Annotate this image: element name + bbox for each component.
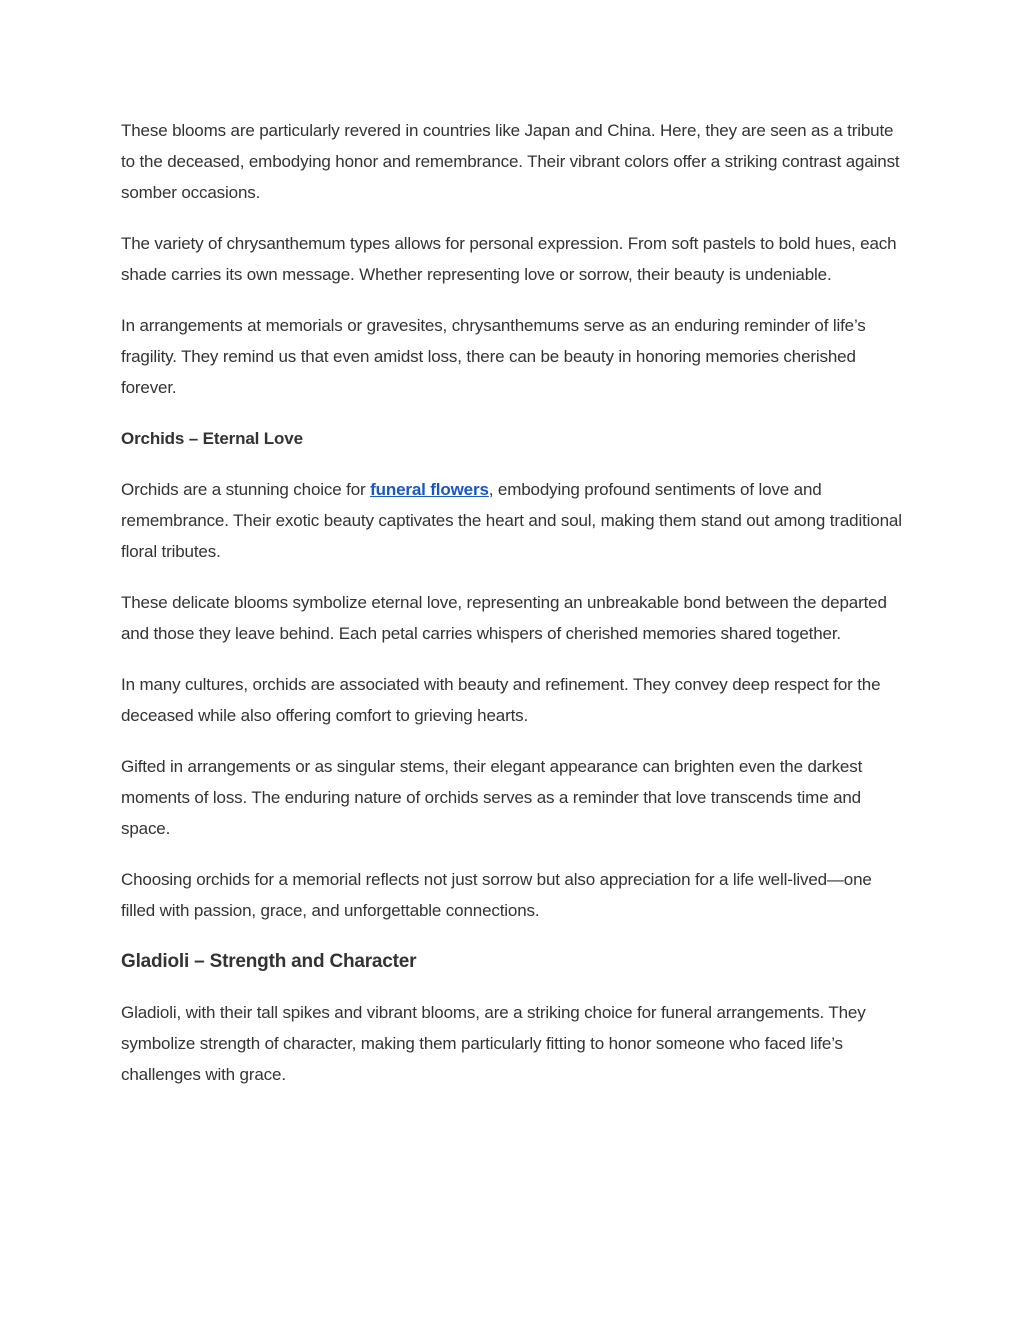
paragraph-orchids-cultures: In many cultures, orchids are associated with beauty and refinement. They convey deep respect for the deceased while also offering comfort to grieving hearts. (121, 675, 881, 725)
paragraph-orchids-eternal-love: These delicate blooms symbolize eternal love, representing an unbreakable bond between the departed and those they leave behind. Each petal carries whispers of cherished memories shared together. (121, 593, 887, 643)
document-body (121, 115, 906, 1110)
funeral-flowers-link[interactable]: funeral flowers (370, 480, 489, 499)
paragraph-orchids-choosing: Choosing orchids for a memorial reflects not just sorrow but also appreciation for a life well-lived—one filled with passion, grace, and unforgettable connections. (121, 870, 872, 920)
orchids-intro-text-end: , embodying profound sentiments of love and remembrance. Their exotic beauty captivates the heart and soul, making them stand out among traditional floral tributes. (121, 480, 902, 561)
orchids-intro-text-start: Orchids are a stunning choice for (121, 480, 371, 499)
paragraph-chrysanthemum-variety: The variety of chrysanthemum types allows for personal expression. From soft pastels to bold hues, each shade carries its own message. Whether representing love or sorrow, their beauty is undeniable. (121, 234, 897, 284)
paragraph-orchids-intro (121, 474, 906, 567)
paragraph-memorial-arrangements: In arrangements at memorials or gravesites, chrysanthemums serve as an enduring reminder of life’s fragility. They remind us that even amidst loss, there can be beauty in honoring memories cherished forever. (121, 316, 866, 397)
paragraph-gladioli-intro: Gladioli, with their tall spikes and vibrant blooms, are a striking choice for funeral arrangements. They symbolize strength of character, making them particularly fitting to honor someone who faced life’s challenges with grace. (121, 1003, 866, 1084)
heading-gladioli: Gladioli – Strength and Character (121, 951, 417, 972)
paragraph-orchids-gifted: Gifted in arrangements or as singular stems, their elegant appearance can brighten even the darkest moments of loss. The enduring nature of orchids serves as a reminder that love transcends time and space. (121, 757, 863, 838)
heading-orchids: Orchids – Eternal Love (121, 429, 303, 448)
paragraph-japan-china: These blooms are particularly revered in countries like Japan and China. Here, they are seen as a tribute to the deceased, embodying honor and remembrance. Their vibrant colors offer a striking contrast against somber occasions. (121, 121, 900, 202)
